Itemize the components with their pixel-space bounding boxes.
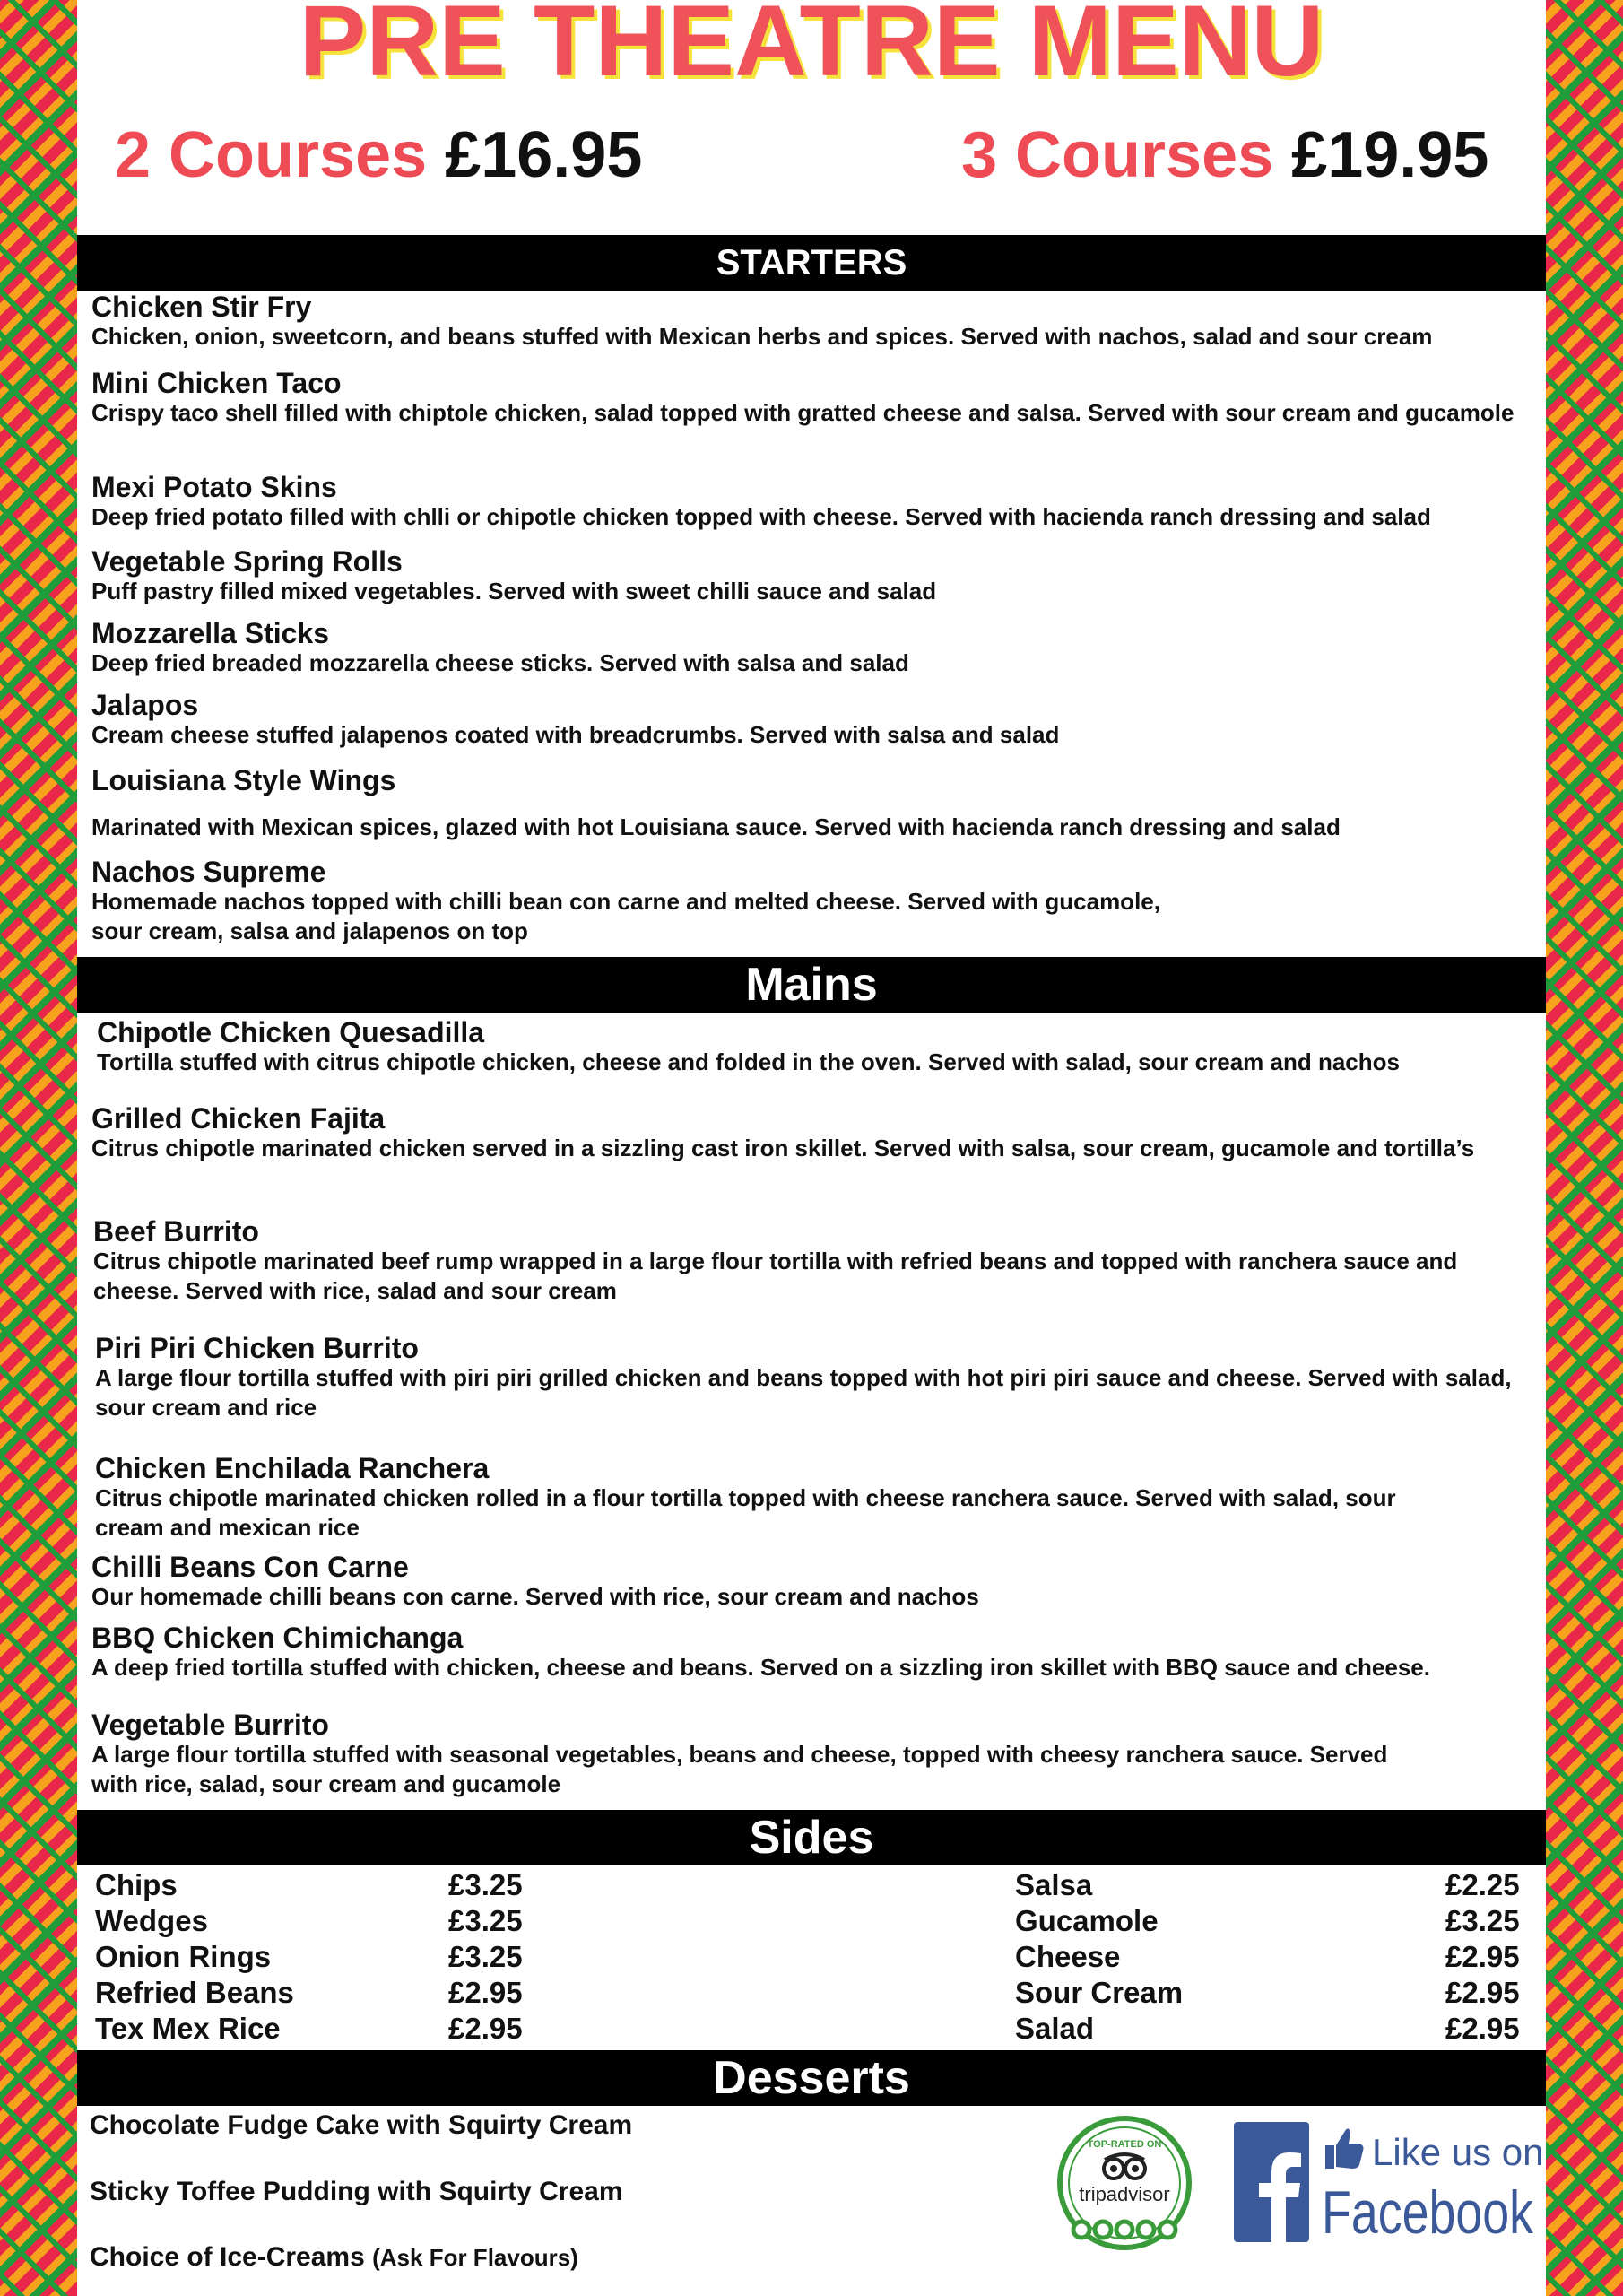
starter-item (91, 765, 1535, 842)
dessert-note: (Ask For Flavours) (372, 2244, 578, 2271)
starter-item (91, 291, 1535, 352)
item-description: Marinated with Mexican spices, glazed with hot Louisiana sauce. Served with hacienda ranch dressing and salad (91, 813, 1341, 840)
side-price: £2.95 (1445, 2012, 1520, 2045)
item-name: Chicken Stir Fry (91, 291, 312, 323)
two-course-price (115, 115, 642, 196)
item-name: Mini Chicken Taco (91, 367, 342, 399)
main-item (93, 1216, 1537, 1306)
item-description: Tortilla stuffed with citrus chipotle chicken, cheese and folded in the oven. Served with salad, sour cream and nachos (97, 1048, 1400, 1075)
side-name: Chips (95, 1868, 178, 1901)
starters-heading: STARTERS (77, 235, 1546, 291)
starter-item (91, 857, 1203, 946)
item-description: Citrus chipotle marinated beef rump wrapped in a large flour tortilla with refried beans and topped with ranchera sauce and cheese. Served with rice, salad and sour cream (93, 1248, 1458, 1304)
item-description: A deep fried tortilla stuffed with chicken, cheese and beans. Served on a sizzling iron skillet with BBQ sauce and cheese. (91, 1654, 1430, 1681)
item-name: Mozzarella Sticks (91, 617, 329, 649)
item-name: Grilled Chicken Fajita (91, 1102, 386, 1135)
starter-item (91, 618, 1535, 678)
side-price: £3.25 (448, 1940, 523, 1973)
item-name: Beef Burrito (93, 1215, 259, 1248)
side-price: £2.95 (448, 2012, 523, 2045)
side-name: Onion Rings (95, 1940, 272, 1973)
item-description: Cream cheese stuffed jalapenos coated with breadcrumbs. Served with salsa and salad (91, 721, 1060, 748)
facebook-name: Facebook (1322, 2179, 1534, 2247)
side-name: Cheese (1015, 1940, 1121, 1973)
dessert-item: Sticky Toffee Pudding with Squirty Cream (90, 2177, 623, 2206)
dessert-item (90, 2239, 578, 2275)
item-description: Deep fried potato filled with chlli or chipotle chicken topped with cheese. Served with hacienda ranch dressing and salad (91, 503, 1431, 530)
main-item (97, 1017, 1541, 1077)
main-item (91, 1103, 1535, 1163)
menu-page (77, 0, 1546, 2296)
mains-heading: Mains (77, 957, 1546, 1013)
three-course-amount: £19.95 (1291, 119, 1489, 191)
facebook-like-badge[interactable] (1234, 2120, 1544, 2255)
item-name: Louisiana Style Wings (91, 764, 396, 796)
item-name: Chicken Enchilada Ranchera (95, 1452, 490, 1484)
item-description: Crispy taco shell filled with chiptole chicken, salad topped with gratted cheese and salsa. Served with sour cream and gucamole (91, 399, 1515, 426)
item-description: A large flour tortilla stuffed with piri piri grilled chicken and beans topped with hot piri piri sauce and cheese. Served with salad, sour cream and rice (95, 1364, 1512, 1421)
tripadvisor-badge[interactable] (1055, 2109, 1194, 2262)
side-price: £2.95 (1445, 1940, 1520, 1973)
side-name: Salad (1015, 2012, 1095, 2045)
item-name: Piri Piri Chicken Burrito (95, 1332, 419, 1364)
tripadvisor-top-text: TOP-RATED ON (1087, 2139, 1162, 2150)
side-name: Sour Cream (1015, 1976, 1184, 2009)
starter-item (91, 472, 1535, 532)
item-description: Citrus chipotle marinated chicken rolled in a flour tortilla topped with cheese ranchera sauce. Served with salad, sour cream and mexican rice (95, 1484, 1396, 1541)
side-price: £3.25 (448, 1904, 523, 1937)
side-name: Wedges (95, 1904, 208, 1937)
thumbs-up-icon (1325, 2128, 1364, 2169)
side-price: £3.25 (448, 1868, 523, 1901)
dessert-item-label: Choice of Ice-Creams (90, 2242, 365, 2272)
item-name: Nachos Supreme (91, 856, 326, 888)
main-item (95, 1333, 1539, 1422)
item-name: Mexi Potato Skins (91, 471, 337, 503)
side-price: £2.25 (1445, 1868, 1520, 1901)
decorative-border-right (1546, 0, 1623, 2296)
starter-item (91, 368, 1535, 428)
tripadvisor-name: tripadvisor (1079, 2183, 1170, 2205)
starter-item (91, 546, 1535, 606)
item-name: Chipotle Chicken Quesadilla (97, 1016, 485, 1048)
desserts-heading: Desserts (77, 2050, 1546, 2106)
main-item (91, 1709, 1428, 1799)
side-name: Refried Beans (95, 1976, 294, 2009)
starter-item (91, 690, 1535, 750)
item-description: A large flour tortilla stuffed with seasonal vegetables, beans and cheese, topped with cheesy ranchera sauce. Served with rice, salad, sour cream and gucamole (91, 1741, 1388, 1797)
three-course-price (961, 115, 1488, 196)
item-name: Jalapos (91, 689, 199, 721)
side-price: £2.95 (1445, 1976, 1520, 2009)
sides-heading: Sides (77, 1810, 1546, 1866)
dessert-item: Chocolate Fudge Cake with Squirty Cream (90, 2110, 633, 2140)
main-item (91, 1552, 1535, 1612)
side-price: £3.25 (1445, 1904, 1520, 1937)
side-price: £2.95 (448, 1976, 523, 2009)
item-description: Citrus chipotle marinated chicken served in a sizzling cast iron skillet. Served with salsa, sour cream, gucamole and tortilla’s (91, 1135, 1475, 1161)
item-name: BBQ Chicken Chimichanga (91, 1622, 464, 1654)
main-item (91, 1622, 1535, 1683)
decorative-border-left (0, 0, 77, 2296)
side-name: Gucamole (1015, 1904, 1159, 1937)
facebook-badge-graphic (1234, 2120, 1544, 2255)
item-name: Vegetable Burrito (91, 1709, 329, 1741)
two-course-label: 2 Courses (115, 119, 428, 191)
item-description: Puff pastry filled mixed vegetables. Served with sweet chilli sauce and salad (91, 578, 937, 604)
rating-dots-icon (1073, 2222, 1176, 2238)
item-description: Homemade nachos topped with chilli bean con carne and melted cheese. Served with gucamole, sour cream, salsa and jalapenos on top (91, 888, 1160, 944)
main-item (95, 1453, 1467, 1543)
item-name: Vegetable Spring Rolls (91, 545, 403, 578)
facebook-like-text: Like us on (1372, 2131, 1544, 2173)
item-name: Chilli Beans Con Carne (91, 1551, 409, 1583)
side-name: Salsa (1015, 1868, 1093, 1901)
item-description: Deep fried breaded mozzarella cheese sticks. Served with salsa and salad (91, 649, 909, 676)
three-course-label: 3 Courses (961, 119, 1274, 191)
two-course-amount: £16.95 (445, 119, 643, 191)
item-description: Chicken, onion, sweetcorn, and beans stuffed with Mexican herbs and spices. Served with nachos, salad and sour cream (91, 323, 1433, 350)
item-description: Our homemade chilli beans con carne. Served with rice, sour cream and nachos (91, 1583, 979, 1610)
menu-title: PRE THEATRE MENU (299, 0, 1324, 97)
side-name: Tex Mex Rice (95, 2012, 281, 2045)
